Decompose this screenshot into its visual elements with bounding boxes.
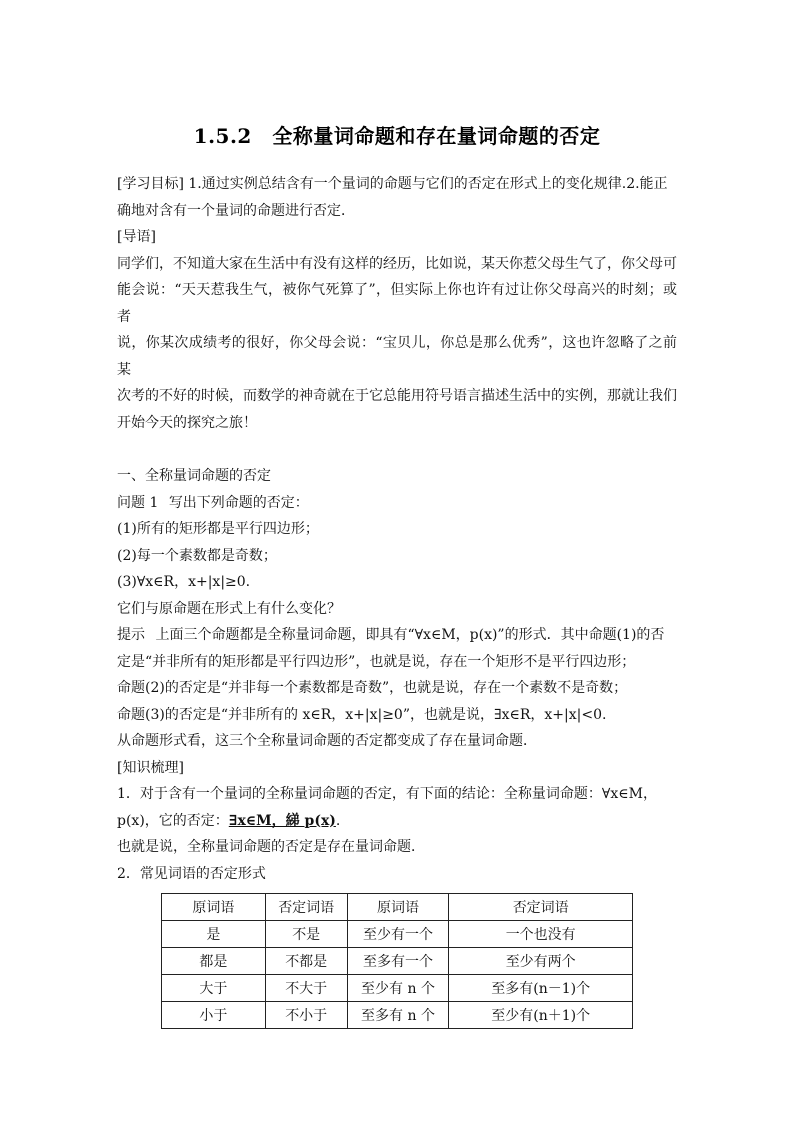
question-item: (3)∀x∈R，x+|x|≥0. [117,574,251,590]
knowledge-summary: 也就是说，全称量词命题的否定是存在量词命题． [117,839,425,855]
hint-line-1 [117,622,677,649]
knowledge-point-1-cont [117,808,677,835]
table-header-row [162,894,633,921]
table-cell: 至多有 n 个 [347,1002,449,1029]
guide-line: 能会说：“天天惹我生气，被你气死算了”，但实际上你也许有过让你父母高兴的时刻；或者 [117,282,677,325]
question-label: 问题 1 [117,494,159,511]
table-cell: 至少有两个 [449,948,633,975]
table-cell: 小于 [162,1002,266,1029]
table-cell: 至少有(n＋1)个 [449,1002,633,1029]
question-text: 写出下列命题的否定： [168,494,309,511]
hint-line: 命题(3)的否定是“并非所有的 x∈R，x+|x|≥0”，也就是说，∃x∈R，x+|x|<0. [117,706,607,723]
table-cell: 至多有(n－1)个 [449,975,633,1002]
knowledge-suffix: . [335,812,341,829]
guide-line: 开始今天的探究之旅！ [117,414,257,431]
table-header: 原词语 [347,894,449,921]
table-cell: 不小于 [265,1002,347,1029]
objectives-text-1: 1.通过实例总结含有一个量词的命题与它们的否定在形式上的变化规律.2.能正 [188,176,668,192]
table-cell: 至多有一个 [347,948,449,975]
hint-line: 定是“并非所有的矩形都是平行四边形”，也就是说，存在一个矩形不是平行四边形； [117,653,636,670]
table-row [162,1002,633,1029]
question-item: (2)每一个素数都是奇数； [117,547,277,564]
guide-line: 说，你某次成绩考的很好，你父母会说：“宝贝儿，你总是那么优秀”，这也许忽略了之前某 [117,335,677,378]
hint-line: 命题(2)的否定是“并非每一个素数都是奇数”，也就是说，存在一个素数不是奇数； [117,680,628,696]
section-gap [117,436,677,463]
objectives-label: [学习目标] [117,176,184,192]
table-header: 否定词语 [265,894,347,921]
hint-label: 提示 [117,627,145,643]
table-cell: 大于 [162,975,266,1002]
table-cell: 不是 [265,921,347,948]
table-header: 原词语 [162,894,266,921]
table-cell: 一个也没有 [449,921,633,948]
question-line [117,490,677,517]
section-heading: 一、全称量词命题的否定 [117,468,271,484]
question-item: (1)所有的矩形都是平行四边形； [117,521,319,537]
table-header: 否定词语 [449,894,633,921]
guide-label: [导语] [117,229,156,245]
table-row [162,948,633,975]
table-cell: 不都是 [265,948,347,975]
negation-table [161,893,633,1029]
knowledge-prefix: p(x)，它的否定： [117,812,229,829]
knowledge-label: [知识梳理] [117,759,184,776]
hint-line: 从命题形式看，这三个全称量词命题的否定都变成了存在量词命题． [117,733,537,749]
table-cell: 是 [162,921,266,948]
table-cell: 至少有一个 [347,921,449,948]
table-cell: 不大于 [265,975,347,1002]
knowledge-point-2: 2．常见词语的否定形式 [117,865,266,882]
knowledge-point-1: 1．对于含有一个量词的全称量词命题的否定，有下面的结论：全称量词命题：∀x∈M， [117,786,657,802]
table-row [162,975,633,1002]
question-followup: 它们与原命题在形式上有什么变化？ [117,600,341,617]
guide-line: 同学们，不知道大家在生活中有没有这样的经历，比如说，某天你惹父母生气了，你父母可 [117,255,677,272]
table-row [162,921,633,948]
objectives-line-2: 确地对含有一个量词的命题进行否定． [117,202,355,219]
document-page [117,120,677,1029]
table-cell: 都是 [162,948,266,975]
knowledge-answer: ∃x∈M，綈 p(x) [228,812,336,829]
table-cell: 至少有 n 个 [347,975,449,1002]
guide-line: 次考的不好的时候，而数学的神奇就在于它总能用符号语言描述生活中的实例，那就让我们 [117,388,677,404]
page-title: 1.5.2 全称量词命题和存在量词命题的否定 [193,124,601,148]
hint-text: 上面三个命题都是全称量词命题，即具有“∀x∈M，p(x)”的形式．其中命题(1)的否 [155,627,665,643]
objectives-line-1 [117,171,677,198]
